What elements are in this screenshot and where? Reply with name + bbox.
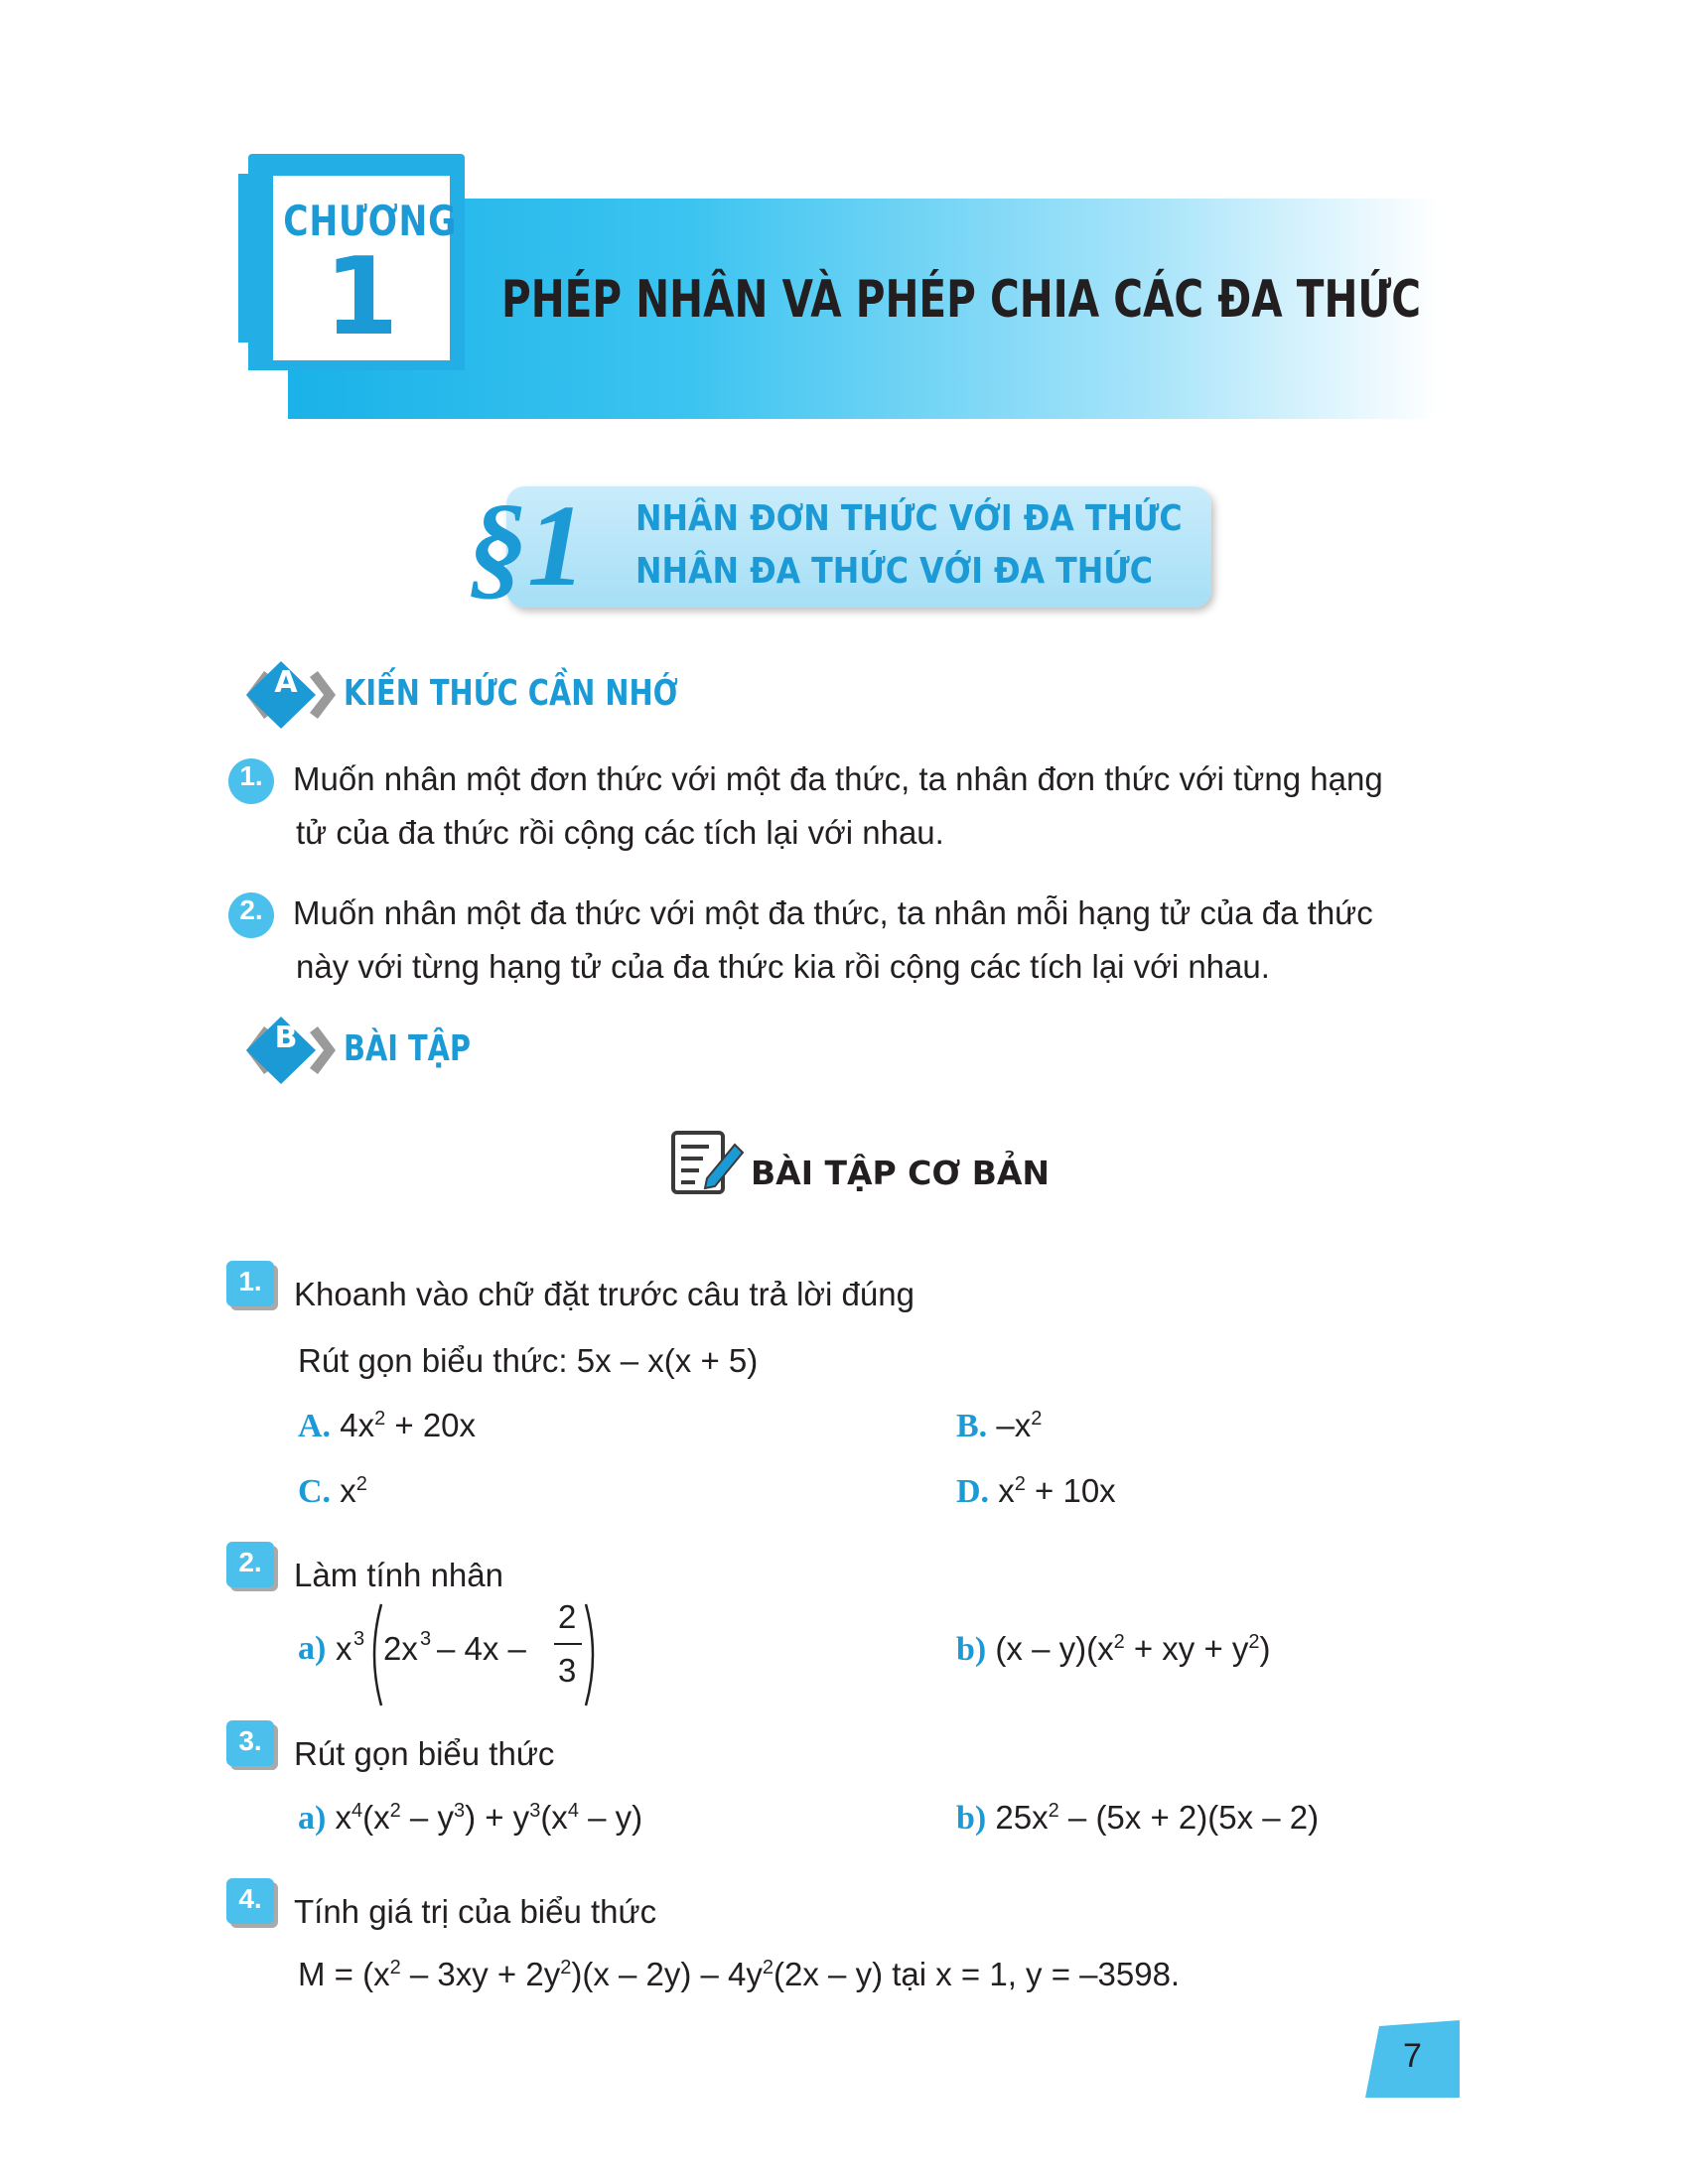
chapter-card-tab xyxy=(238,174,258,342)
knowledge-number-2: 2. xyxy=(239,894,263,925)
knowledge-2-line2: này với từng hạng tử của đa thức kia rồi cộng các tích lại với nhau. xyxy=(296,948,1270,985)
exercise-2-prompt: Làm tính nhân xyxy=(294,1557,503,1593)
knowledge-number-1: 1. xyxy=(239,760,263,791)
exercise-1-task: Rút gọn biểu thức: 5x – x(x + 5) xyxy=(298,1342,759,1379)
option-d: D. $x^2 + 10x$ xyxy=(956,1472,1116,1510)
right-paren-icon xyxy=(582,1600,602,1709)
section-title-line1: NHÂN ĐƠN THỨC VỚI ĐA THỨC xyxy=(635,498,1183,539)
exercise-3-number: 3. xyxy=(238,1725,262,1756)
option-c: C. $x^2$ xyxy=(298,1472,367,1510)
exercise-2b: b) $(x - y)(x^2$ + xy + $y^2$) xyxy=(956,1630,1271,1668)
exercise-3b: b) $25x^2 - (5x + 2)(5x - 2)$ xyxy=(956,1799,1320,1837)
part-b-letter: B xyxy=(274,1021,298,1055)
exercise-4-prompt: Tính giá trị của biểu thức xyxy=(294,1893,657,1930)
exercise-2a: a) x 3 2x 3 – 4x – 2 3 xyxy=(298,1600,616,1709)
exercise-4-number: 4. xyxy=(238,1883,262,1914)
knowledge-1-line2: tử của đa thức rồi cộng các tích lại với nhau. xyxy=(296,814,944,851)
exercise-4-expression: $M = (x^2 - 3xy + 2y^2)(x - 2y) - 4y^2(2x - y)$ tại x = 1, y = –3598. xyxy=(298,1956,1181,1992)
part-a-title: KIẾN THỨC CẦN NHỚ xyxy=(344,673,678,714)
option-a: A. $4x^2 + 20x$ xyxy=(298,1407,477,1444)
part-a-letter: A xyxy=(274,665,298,700)
page-number: 7 xyxy=(1403,2037,1422,2075)
exercise-subheader: BÀI TẬP CƠ BẢN xyxy=(751,1154,1051,1192)
fraction-bar xyxy=(554,1643,582,1645)
part-b-title: BÀI TẬP xyxy=(344,1028,472,1069)
option-b: B. $-x^2$ xyxy=(956,1407,1043,1444)
section-title-line2: NHÂN ĐA THỨC VỚI ĐA THỨC xyxy=(635,551,1153,592)
knowledge-1-line1: Muốn nhân một đơn thức với một đa thức, ta nhân đơn thức với từng hạng xyxy=(293,760,1383,797)
left-paren-icon xyxy=(365,1600,385,1709)
exercise-1-prompt: Khoanh vào chữ đặt trước câu trả lời đúng xyxy=(294,1276,914,1312)
exercise-2-number: 2. xyxy=(238,1547,262,1577)
section-mark: §1 xyxy=(469,480,586,611)
exercise-notepad-icon xyxy=(667,1127,747,1198)
exercise-3a: a) $x^4(x^2 - y^3) + y^3(x^4 - y)$ xyxy=(298,1799,643,1837)
knowledge-2-line1: Muốn nhân một đa thức với một đa thức, ta nhân mỗi hạng tử của đa thức xyxy=(293,894,1373,931)
exercise-3-prompt: Rút gọn biểu thức xyxy=(294,1735,555,1772)
chapter-title: PHÉP NHÂN VÀ PHÉP CHIA CÁC ĐA THỨC xyxy=(501,270,1422,330)
exercise-1-number: 1. xyxy=(238,1266,262,1297)
chapter-label: CHƯƠNG xyxy=(283,197,458,245)
chapter-number: 1 xyxy=(324,235,399,359)
